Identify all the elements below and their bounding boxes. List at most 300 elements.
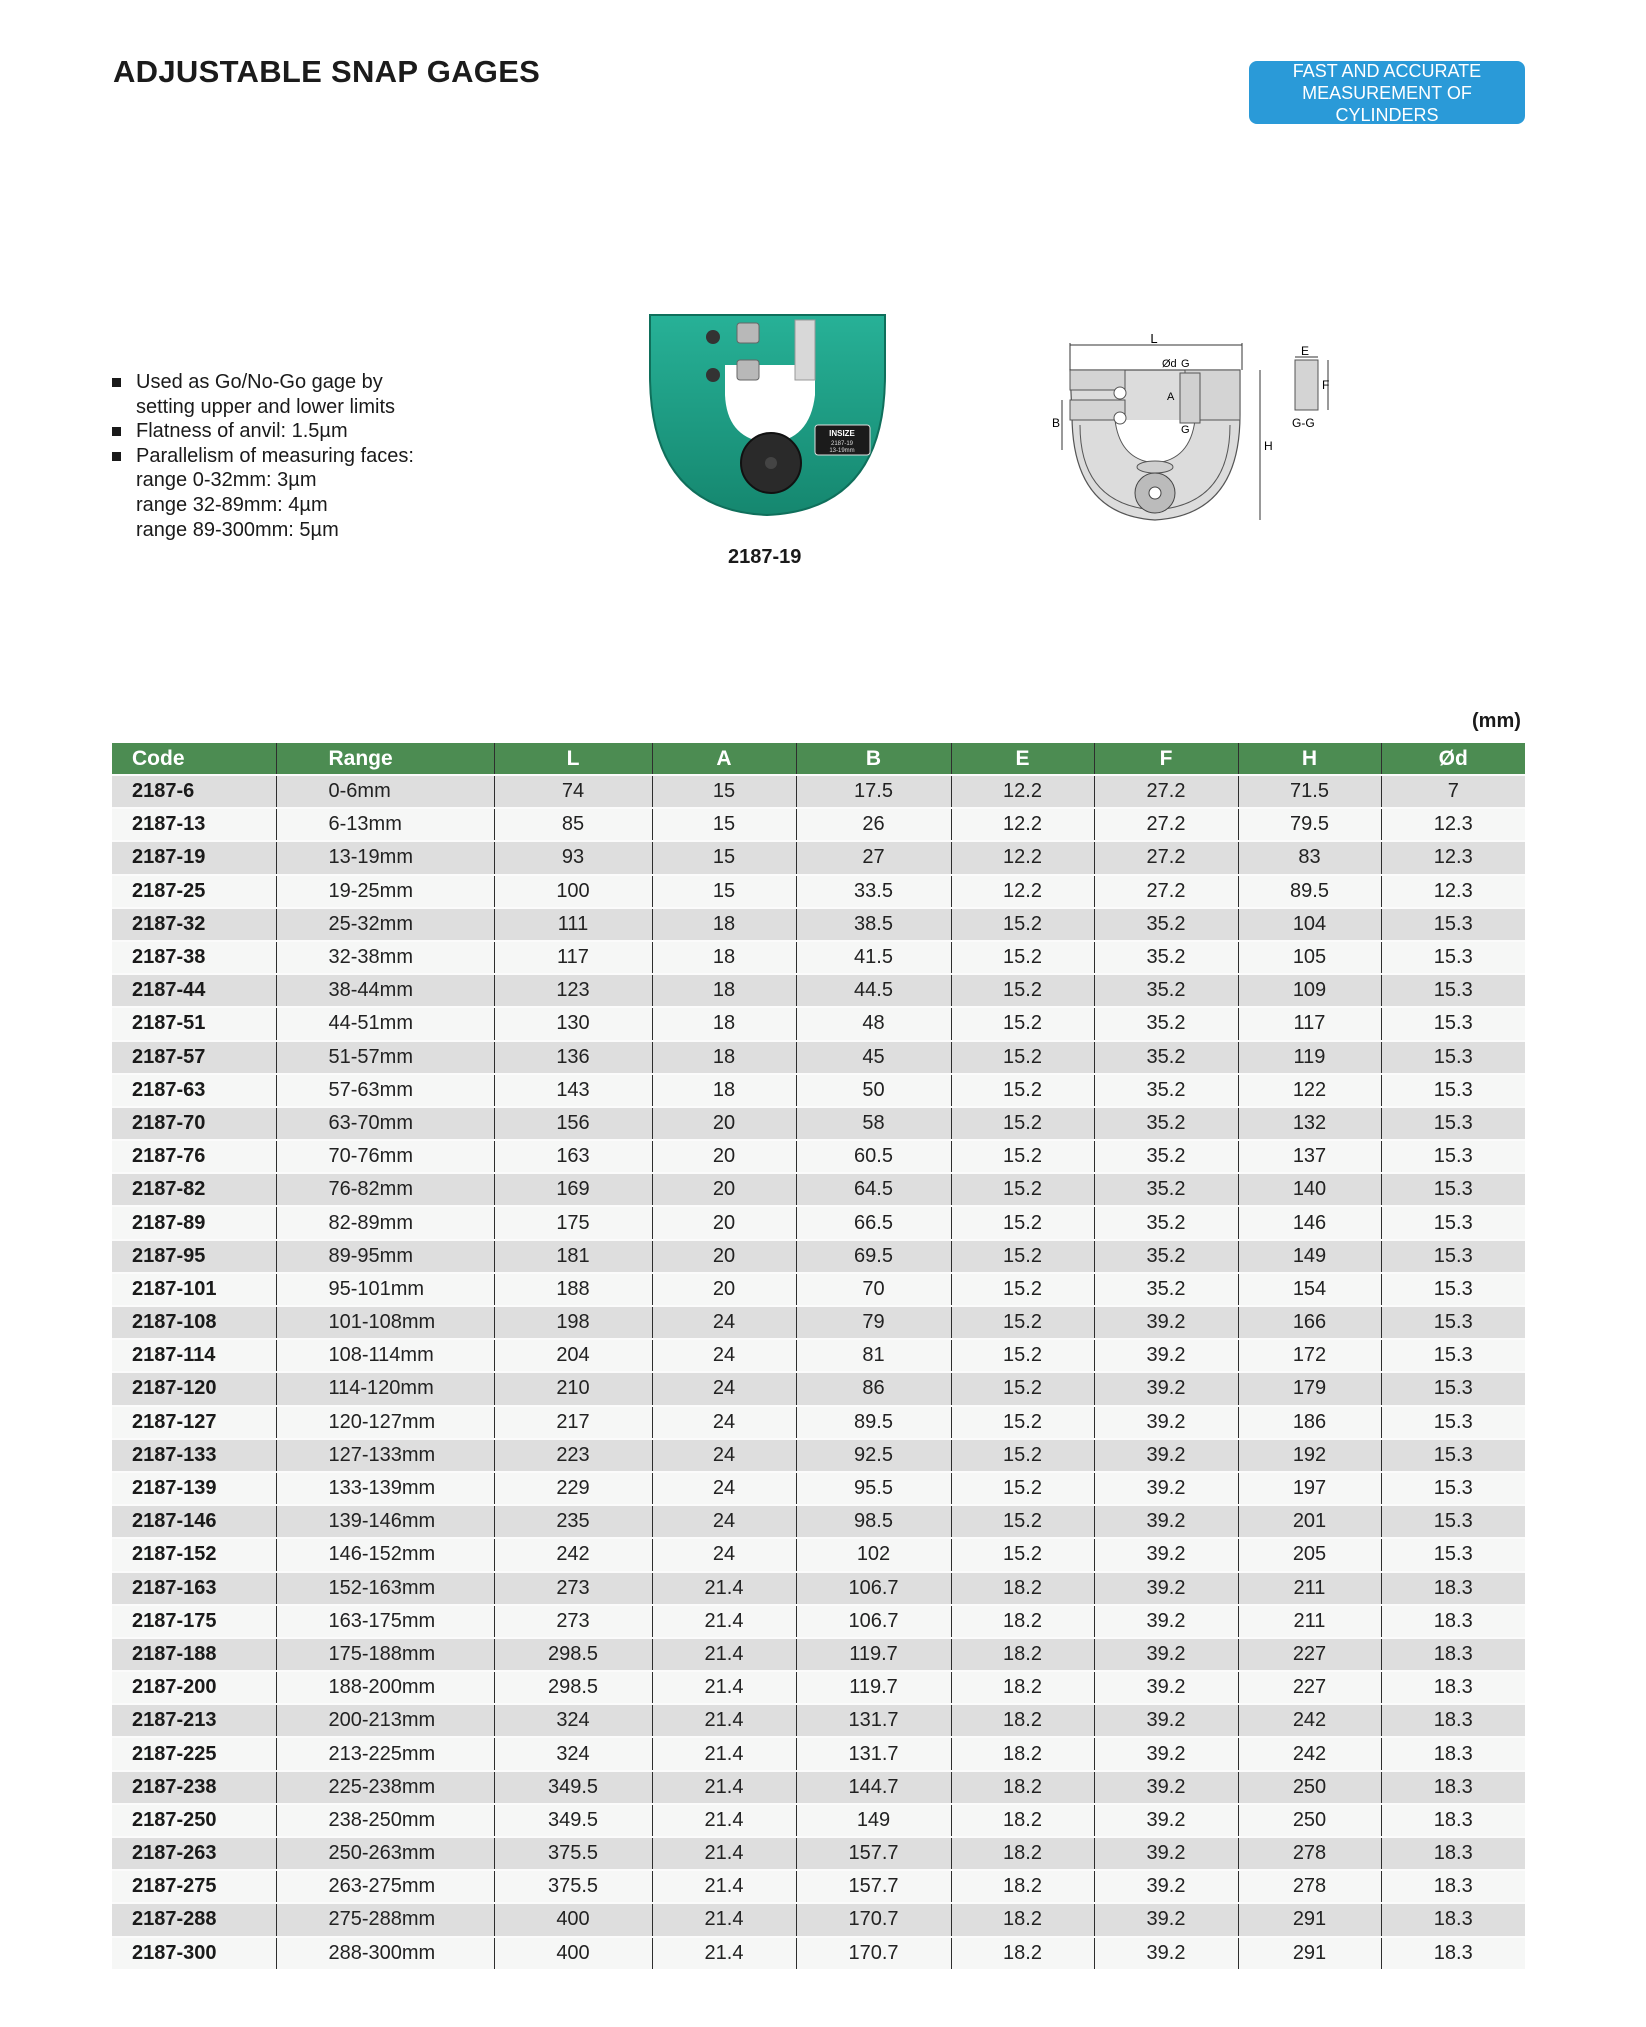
table-cell: 17.5 <box>796 775 951 808</box>
table-row <box>112 1240 1525 1273</box>
table-cell: 15.2 <box>951 941 1094 974</box>
table-cell: 15.3 <box>1381 1472 1525 1505</box>
table-cell: 19-25mm <box>276 875 494 908</box>
table-row <box>112 1903 1525 1936</box>
table-cell: 133-139mm <box>276 1472 494 1505</box>
table-cell: 39.2 <box>1094 1903 1238 1936</box>
table-cell: 15.3 <box>1381 1173 1525 1206</box>
table-cell: 12.3 <box>1381 808 1525 841</box>
table-cell: 15.3 <box>1381 1406 1525 1439</box>
table-cell: 106.7 <box>796 1572 951 1605</box>
table-cell: 15.3 <box>1381 908 1525 941</box>
code-cell: 2187-25 <box>112 875 276 908</box>
table-cell: 74 <box>494 775 652 808</box>
code-cell: 2187-250 <box>112 1804 276 1837</box>
table-cell: 139-146mm <box>276 1505 494 1538</box>
table-cell: 35.2 <box>1094 1173 1238 1206</box>
column-header: Ød <box>1381 743 1525 775</box>
code-cell: 2187-263 <box>112 1837 276 1870</box>
table-cell: 98.5 <box>796 1505 951 1538</box>
table-cell: 242 <box>1238 1737 1381 1770</box>
table-cell: 12.2 <box>951 808 1094 841</box>
table-cell: 35.2 <box>1094 1007 1238 1040</box>
table-row <box>112 1306 1525 1339</box>
table-cell: 35.2 <box>1094 1140 1238 1173</box>
dimension-diagram <box>1050 315 1340 525</box>
table-cell: 15.3 <box>1381 974 1525 1007</box>
code-cell: 2187-70 <box>112 1107 276 1140</box>
table-cell: 250 <box>1238 1804 1381 1837</box>
table-cell: 32-38mm <box>276 941 494 974</box>
table-cell: 21.4 <box>652 1737 796 1770</box>
table-cell: 18 <box>652 1074 796 1107</box>
table-cell: 20 <box>652 1140 796 1173</box>
table-cell: 198 <box>494 1306 652 1339</box>
table-cell: 15.3 <box>1381 1538 1525 1571</box>
table-cell: 106.7 <box>796 1605 951 1638</box>
table-cell: 130 <box>494 1007 652 1040</box>
table-cell: 18.2 <box>951 1572 1094 1605</box>
table-cell: 200-213mm <box>276 1704 494 1737</box>
table-cell: 86 <box>796 1372 951 1405</box>
code-cell: 2187-146 <box>112 1505 276 1538</box>
table-cell: 140 <box>1238 1173 1381 1206</box>
dim-label-G-top: G <box>1181 358 1190 370</box>
table-cell: 172 <box>1238 1339 1381 1372</box>
table-cell: 101-108mm <box>276 1306 494 1339</box>
table-cell: 35.2 <box>1094 1041 1238 1074</box>
table-cell: 192 <box>1238 1439 1381 1472</box>
code-cell: 2187-163 <box>112 1572 276 1605</box>
table-cell: 15.3 <box>1381 1074 1525 1107</box>
table-cell: 15.2 <box>951 1439 1094 1472</box>
column-header: H <box>1238 743 1381 775</box>
table-cell: 58 <box>796 1107 951 1140</box>
table-cell: 24 <box>652 1306 796 1339</box>
table-cell: 21.4 <box>652 1605 796 1638</box>
table-cell: 119.7 <box>796 1671 951 1704</box>
table-cell: 273 <box>494 1605 652 1638</box>
table-cell: 170.7 <box>796 1903 951 1936</box>
table-cell: 100 <box>494 875 652 908</box>
table-cell: 20 <box>652 1206 796 1239</box>
table-cell: 18.2 <box>951 1605 1094 1638</box>
feature-line: Parallelism of measuring faces: <box>136 444 414 467</box>
table-cell: 82-89mm <box>276 1206 494 1239</box>
table-cell: 18.3 <box>1381 1870 1525 1903</box>
table-row <box>112 1273 1525 1306</box>
table-row <box>112 1041 1525 1074</box>
table-cell: 149 <box>796 1804 951 1837</box>
table-cell: 89.5 <box>796 1406 951 1439</box>
table-cell: 26 <box>796 808 951 841</box>
table-row <box>112 908 1525 941</box>
column-header: F <box>1094 743 1238 775</box>
code-cell: 2187-101 <box>112 1273 276 1306</box>
table-cell: 21.4 <box>652 1704 796 1737</box>
table-cell: 64.5 <box>796 1173 951 1206</box>
table-cell: 24 <box>652 1372 796 1405</box>
table-cell: 143 <box>494 1074 652 1107</box>
table-cell: 92.5 <box>796 1439 951 1472</box>
table-cell: 12.3 <box>1381 841 1525 874</box>
dim-label-L: L <box>1150 331 1158 346</box>
feature-line: setting upper and lower limits <box>136 395 396 418</box>
table-cell: 15.3 <box>1381 1372 1525 1405</box>
table-cell: 197 <box>1238 1472 1381 1505</box>
table-cell: 242 <box>1238 1704 1381 1737</box>
feature-list <box>112 370 414 542</box>
table-cell: 15.3 <box>1381 1206 1525 1239</box>
table-cell: 154 <box>1238 1273 1381 1306</box>
table-cell: 21.4 <box>652 1671 796 1704</box>
table-cell: 25-32mm <box>276 908 494 941</box>
table-cell: 131.7 <box>796 1704 951 1737</box>
column-header: A <box>652 743 796 775</box>
table-cell: 66.5 <box>796 1206 951 1239</box>
table-row <box>112 841 1525 874</box>
table-cell: 15.2 <box>951 1339 1094 1372</box>
table-cell: 39.2 <box>1094 1372 1238 1405</box>
table-cell: 156 <box>494 1107 652 1140</box>
code-cell: 2187-51 <box>112 1007 276 1040</box>
table-cell: 24 <box>652 1439 796 1472</box>
table-cell: 18.3 <box>1381 1704 1525 1737</box>
code-cell: 2187-108 <box>112 1306 276 1339</box>
table-cell: 63-70mm <box>276 1107 494 1140</box>
badge-line-1: FAST AND ACCURATE <box>1292 60 1482 81</box>
table-cell: 35.2 <box>1094 1206 1238 1239</box>
table-row <box>112 1007 1525 1040</box>
table-cell: 15.3 <box>1381 1306 1525 1339</box>
table-cell: 89-95mm <box>276 1240 494 1273</box>
table-cell: 35.2 <box>1094 1107 1238 1140</box>
table-cell: 211 <box>1238 1605 1381 1638</box>
table-cell: 15.2 <box>951 1505 1094 1538</box>
table-cell: 27.2 <box>1094 775 1238 808</box>
code-cell: 2187-300 <box>112 1937 276 1969</box>
table-cell: 144.7 <box>796 1771 951 1804</box>
table-cell: 15.3 <box>1381 1107 1525 1140</box>
table-cell: 273 <box>494 1572 652 1605</box>
section-gg <box>1295 360 1318 410</box>
table-cell: 15 <box>652 808 796 841</box>
column-header: Code <box>112 743 276 775</box>
table-cell: 15.2 <box>951 1206 1094 1239</box>
gage-anvil-fixed <box>795 320 815 380</box>
table-cell: 157.7 <box>796 1870 951 1903</box>
table-cell: 18 <box>652 1041 796 1074</box>
table-cell: 69.5 <box>796 1240 951 1273</box>
table-cell: 175 <box>494 1206 652 1239</box>
table-cell: 298.5 <box>494 1671 652 1704</box>
table-cell: 242 <box>494 1538 652 1571</box>
table-row <box>112 1837 1525 1870</box>
table-cell: 18.2 <box>951 1870 1094 1903</box>
table-cell: 18.3 <box>1381 1771 1525 1804</box>
table-cell: 137 <box>1238 1140 1381 1173</box>
table-cell: 111 <box>494 908 652 941</box>
table-cell: 0-6mm <box>276 775 494 808</box>
column-header: Range <box>276 743 494 775</box>
table-cell: 324 <box>494 1737 652 1770</box>
table-row <box>112 1804 1525 1837</box>
dim-label-H: H <box>1264 439 1273 453</box>
table-cell: 18.3 <box>1381 1671 1525 1704</box>
table-cell: 227 <box>1238 1638 1381 1671</box>
table-cell: 27.2 <box>1094 875 1238 908</box>
code-cell: 2187-38 <box>112 941 276 974</box>
table-cell: 18.3 <box>1381 1837 1525 1870</box>
column-header: B <box>796 743 951 775</box>
table-row <box>112 1372 1525 1405</box>
code-cell: 2187-57 <box>112 1041 276 1074</box>
table-row <box>112 1439 1525 1472</box>
table-cell: 15.3 <box>1381 1041 1525 1074</box>
table-cell: 60.5 <box>796 1140 951 1173</box>
table-cell: 104 <box>1238 908 1381 941</box>
product-photo <box>645 305 890 520</box>
table-cell: 20 <box>652 1240 796 1273</box>
table-row <box>112 1605 1525 1638</box>
table-cell: 15.2 <box>951 1538 1094 1571</box>
table-cell: 229 <box>494 1472 652 1505</box>
table-body <box>112 775 1525 1969</box>
table-cell: 21.4 <box>652 1804 796 1837</box>
table-cell: 35.2 <box>1094 908 1238 941</box>
table-cell: 288-300mm <box>276 1937 494 1969</box>
table-row <box>112 1937 1525 1969</box>
table-cell: 18.2 <box>951 1903 1094 1936</box>
dim-label-A: A <box>1167 391 1175 403</box>
table-cell: 15.2 <box>951 1140 1094 1173</box>
table-row <box>112 941 1525 974</box>
table-cell: 18.2 <box>951 1704 1094 1737</box>
table-cell: 179 <box>1238 1372 1381 1405</box>
code-cell: 2187-200 <box>112 1671 276 1704</box>
table-cell: 157.7 <box>796 1837 951 1870</box>
dim-label-E: E <box>1301 344 1310 358</box>
table-cell: 15.3 <box>1381 1439 1525 1472</box>
table-cell: 15 <box>652 875 796 908</box>
table-cell: 15.2 <box>951 1007 1094 1040</box>
table-cell: 298.5 <box>494 1638 652 1671</box>
feature-line: range 32-89mm: 4µm <box>136 493 328 516</box>
code-cell: 2187-19 <box>112 841 276 874</box>
feature-item <box>112 444 414 542</box>
table-cell: 20 <box>652 1173 796 1206</box>
code-cell: 2187-139 <box>112 1472 276 1505</box>
code-cell: 2187-76 <box>112 1140 276 1173</box>
unit-label: (mm) <box>1472 710 1521 732</box>
table-row <box>112 1472 1525 1505</box>
table-row <box>112 808 1525 841</box>
table-cell: 136 <box>494 1041 652 1074</box>
table-cell: 146 <box>1238 1206 1381 1239</box>
table-row <box>112 1572 1525 1605</box>
table-cell: 93 <box>494 841 652 874</box>
column-header: L <box>494 743 652 775</box>
table-cell: 50 <box>796 1074 951 1107</box>
code-cell: 2187-6 <box>112 775 276 808</box>
dim-label-d: Ød <box>1162 358 1177 370</box>
table-row <box>112 1173 1525 1206</box>
table-cell: 38.5 <box>796 908 951 941</box>
product-caption: 2187-19 <box>728 546 802 568</box>
table-header-row <box>112 743 1525 775</box>
code-cell: 2187-120 <box>112 1372 276 1405</box>
table-cell: 349.5 <box>494 1771 652 1804</box>
table-cell: 95.5 <box>796 1472 951 1505</box>
table-cell: 39.2 <box>1094 1737 1238 1770</box>
dim-label-G-bottom: G <box>1181 424 1190 436</box>
code-cell: 2187-63 <box>112 1074 276 1107</box>
table-row <box>112 1339 1525 1372</box>
table-row <box>112 775 1525 808</box>
feature-badge <box>1249 61 1525 124</box>
table-cell: 152-163mm <box>276 1572 494 1605</box>
table-cell: 119.7 <box>796 1638 951 1671</box>
table-cell: 44-51mm <box>276 1007 494 1040</box>
table-cell: 18.3 <box>1381 1737 1525 1770</box>
table-cell: 250-263mm <box>276 1837 494 1870</box>
table-cell: 18.2 <box>951 1937 1094 1969</box>
table-cell: 201 <box>1238 1505 1381 1538</box>
table-cell: 238-250mm <box>276 1804 494 1837</box>
table-cell: 33.5 <box>796 875 951 908</box>
table-cell: 15.2 <box>951 908 1094 941</box>
table-cell: 149 <box>1238 1240 1381 1273</box>
table-cell: 24 <box>652 1406 796 1439</box>
table-cell: 204 <box>494 1339 652 1372</box>
table-row <box>112 1870 1525 1903</box>
table-cell: 120-127mm <box>276 1406 494 1439</box>
table-cell: 250 <box>1238 1771 1381 1804</box>
table-cell: 39.2 <box>1094 1870 1238 1903</box>
table-cell: 20 <box>652 1107 796 1140</box>
table-cell: 24 <box>652 1472 796 1505</box>
code-cell: 2187-127 <box>112 1406 276 1439</box>
code-cell: 2187-82 <box>112 1173 276 1206</box>
dim-label-F: F <box>1322 378 1330 392</box>
table-cell: 21.4 <box>652 1903 796 1936</box>
table-row <box>112 1074 1525 1107</box>
code-cell: 2187-114 <box>112 1339 276 1372</box>
table-cell: 375.5 <box>494 1870 652 1903</box>
table-cell: 213-225mm <box>276 1737 494 1770</box>
table-cell: 146-152mm <box>276 1538 494 1571</box>
table-cell: 15 <box>652 841 796 874</box>
dim-label-B: B <box>1052 416 1061 430</box>
table-cell: 15.2 <box>951 1041 1094 1074</box>
table-cell: 35.2 <box>1094 941 1238 974</box>
label-code: 2187-19 <box>830 441 854 447</box>
table-cell: 15.3 <box>1381 1140 1525 1173</box>
table-cell: 71.5 <box>1238 775 1381 808</box>
code-cell: 2187-95 <box>112 1240 276 1273</box>
table-cell: 18 <box>652 1007 796 1040</box>
table-cell: 38-44mm <box>276 974 494 1007</box>
table-cell: 188-200mm <box>276 1671 494 1704</box>
table-row <box>112 875 1525 908</box>
table-cell: 181 <box>494 1240 652 1273</box>
table-cell: 18.2 <box>951 1804 1094 1837</box>
table-cell: 18.2 <box>951 1771 1094 1804</box>
table-cell: 39.2 <box>1094 1339 1238 1372</box>
table-cell: 18.3 <box>1381 1804 1525 1837</box>
table-cell: 324 <box>494 1704 652 1737</box>
table-cell: 12.2 <box>951 775 1094 808</box>
table-cell: 95-101mm <box>276 1273 494 1306</box>
table-row <box>112 1671 1525 1704</box>
table-cell: 217 <box>494 1406 652 1439</box>
table-cell: 263-275mm <box>276 1870 494 1903</box>
table-cell: 278 <box>1238 1870 1381 1903</box>
table-cell: 24 <box>652 1339 796 1372</box>
table-cell: 39.2 <box>1094 1837 1238 1870</box>
table-cell: 15 <box>652 775 796 808</box>
table-cell: 18 <box>652 908 796 941</box>
table-cell: 108-114mm <box>276 1339 494 1372</box>
page-title: ADJUSTABLE SNAP GAGES <box>113 54 541 89</box>
table-cell: 210 <box>494 1372 652 1405</box>
table-row <box>112 1704 1525 1737</box>
table-cell: 15.2 <box>951 1406 1094 1439</box>
table-cell: 27.2 <box>1094 841 1238 874</box>
table-cell: 15.3 <box>1381 1339 1525 1372</box>
table-cell: 12.2 <box>951 875 1094 908</box>
section-label: G-G <box>1292 416 1315 430</box>
table-cell: 15.3 <box>1381 1007 1525 1040</box>
table-cell: 186 <box>1238 1406 1381 1439</box>
table-cell: 131.7 <box>796 1737 951 1770</box>
table-cell: 6-13mm <box>276 808 494 841</box>
table-cell: 76-82mm <box>276 1173 494 1206</box>
table-cell: 39.2 <box>1094 1505 1238 1538</box>
table-cell: 45 <box>796 1041 951 1074</box>
table-cell: 13-19mm <box>276 841 494 874</box>
table-cell: 15.3 <box>1381 1273 1525 1306</box>
table-cell: 15.3 <box>1381 1240 1525 1273</box>
table-cell: 27 <box>796 841 951 874</box>
table-cell: 21.4 <box>652 1937 796 1969</box>
label-brand: INSIZE <box>829 429 855 438</box>
code-cell: 2187-13 <box>112 808 276 841</box>
table-cell: 400 <box>494 1937 652 1969</box>
table-cell: 35.2 <box>1094 1074 1238 1107</box>
table-row <box>112 974 1525 1007</box>
table-cell: 79 <box>796 1306 951 1339</box>
feature-line: range 89-300mm: 5µm <box>136 518 339 541</box>
table-cell: 44.5 <box>796 974 951 1007</box>
table-cell: 15.3 <box>1381 941 1525 974</box>
code-cell: 2187-89 <box>112 1206 276 1239</box>
table-cell: 15.2 <box>951 1372 1094 1405</box>
table-cell: 117 <box>1238 1007 1381 1040</box>
table-cell: 81 <box>796 1339 951 1372</box>
table-cell: 89.5 <box>1238 875 1381 908</box>
table-cell: 15.2 <box>951 1306 1094 1339</box>
feature-item <box>112 419 414 444</box>
table-cell: 18.3 <box>1381 1937 1525 1969</box>
table-row <box>112 1638 1525 1671</box>
table-cell: 48 <box>796 1007 951 1040</box>
table-cell: 39.2 <box>1094 1306 1238 1339</box>
table-cell: 85 <box>494 808 652 841</box>
spec-table <box>112 743 1525 1969</box>
bullet-icon <box>112 452 121 461</box>
table-row <box>112 1771 1525 1804</box>
